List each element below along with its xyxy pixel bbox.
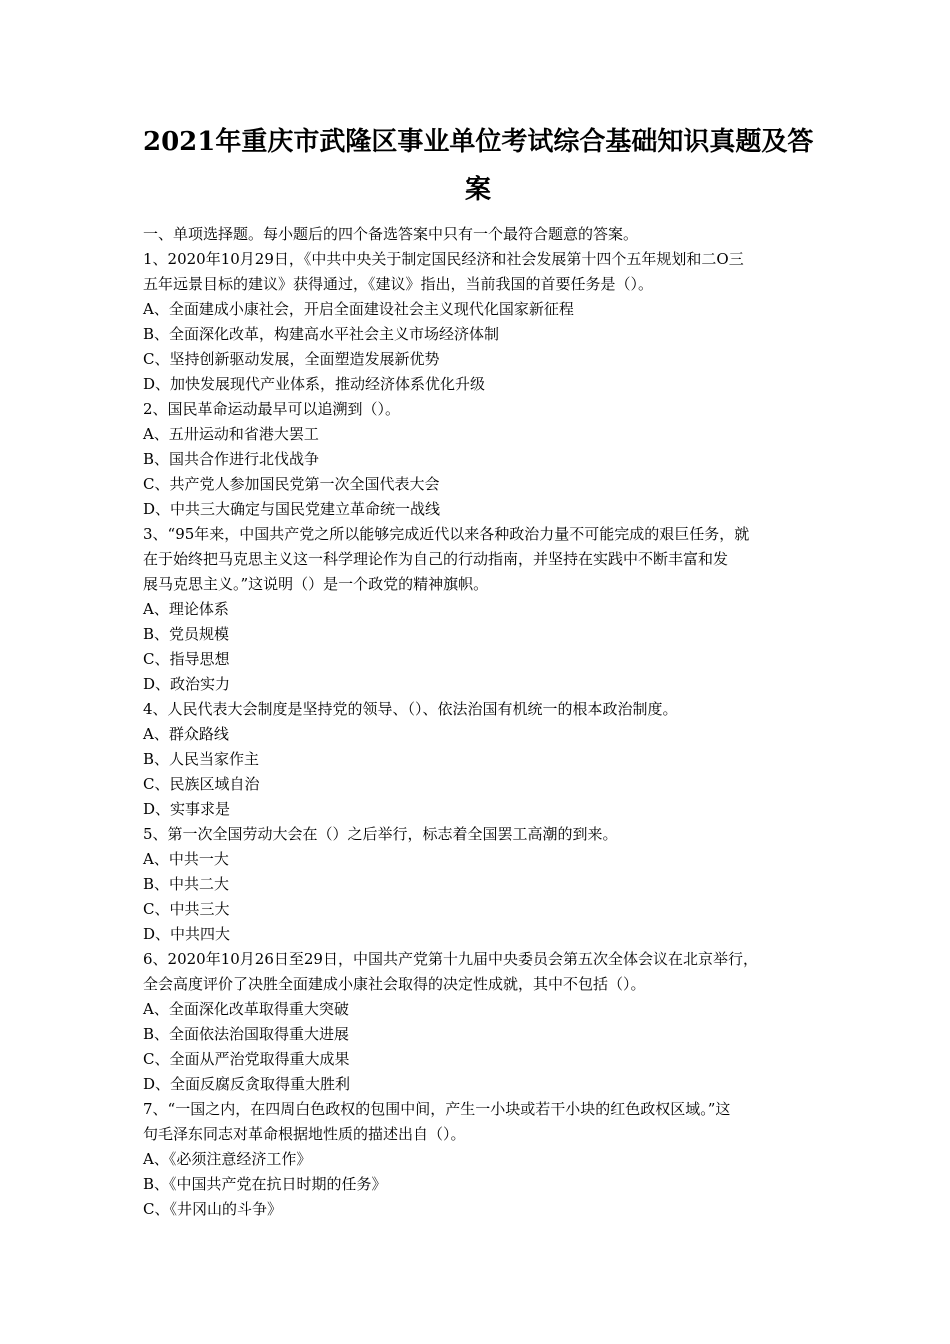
answer-option-c: C、全面从严治党取得重大成果 — [143, 1050, 350, 1068]
answer-option-a: A、群众路线 — [143, 725, 229, 743]
answer-option-a: A、全面建成小康社会，开启全面建设社会主义现代化国家新征程 — [143, 300, 574, 318]
answer-option-a: A、理论体系 — [143, 600, 229, 618]
document-title — [143, 118, 813, 214]
question-7 — [143, 1097, 813, 1222]
question-stem-line: 5、第一次全国劳动大会在（）之后举行，标志着全国罢工高潮的到来。 — [143, 825, 618, 843]
question-6 — [143, 947, 813, 1097]
question-stem-line: 全会高度评价了决胜全面建成小康社会取得的决定性成就，其中不包括（）。 — [143, 975, 646, 993]
question-stem-line: 6、2020年10月26日至29日，中国共产党第十九届中央委员会第五次全体会议在北京举行， — [143, 950, 758, 968]
answer-option-a: A、《必须注意经济工作》 — [143, 1150, 312, 1168]
answer-option-c: C、指导思想 — [143, 650, 230, 668]
question-stem-line: 五年远景目标的建议》获得通过，《建议》指出，当前我国的首要任务是（）。 — [143, 275, 654, 293]
question-stem-line: 4、人民代表大会制度是坚持党的领导、（）、依法治国有机统一的根本政治制度。 — [143, 700, 678, 718]
question-1 — [143, 247, 813, 397]
question-4 — [143, 697, 813, 822]
question-stem-line: 句毛泽东同志对革命根据地性质的描述出自（）。 — [143, 1125, 466, 1143]
question-2 — [143, 397, 813, 522]
answer-option-d: D、中共四大 — [143, 925, 231, 943]
question-5 — [143, 822, 813, 947]
answer-option-c: C、共产党人参加国民党第一次全国代表大会 — [143, 475, 440, 493]
question-stem-line: 在于始终把马克思主义这一科学理论作为自己的行动指南，并坚持在实践中不断丰富和发 — [143, 550, 729, 568]
answer-option-b: B、国共合作进行北伐战争 — [143, 450, 320, 468]
answer-option-c: C、坚持创新驱动发展，全面塑造发展新优势 — [143, 350, 440, 368]
section-instruction: 一、单项选择题。每小题后的四个备选答案中只有一个最符合题意的答案。 — [143, 225, 639, 243]
answer-option-a: A、全面深化改革取得重大突破 — [143, 1000, 349, 1018]
question-3 — [143, 522, 813, 697]
question-stem-line: 展马克思主义。”这说明（）是一个政党的精神旗帜。 — [143, 575, 489, 593]
answer-option-a: A、中共一大 — [143, 850, 229, 868]
answer-option-b: B、党员规模 — [143, 625, 230, 643]
question-stem-line: 2、国民革命运动最早可以追溯到（）。 — [143, 400, 401, 418]
answer-option-d: D、加快发展现代产业体系，推动经济体系优化升级 — [143, 375, 486, 393]
answer-option-a: A、五卅运动和省港大罢工 — [143, 425, 319, 443]
answer-option-d: D、全面反腐反贪取得重大胜利 — [143, 1075, 351, 1093]
question-stem-line: 1、2020年10月29日，《中共中央关于制定国民经济和社会发展第十四个五年规划和二O三 — [143, 250, 744, 268]
answer-option-c: C、《井冈山的斗争》 — [143, 1200, 282, 1218]
answer-option-d: D、实事求是 — [143, 800, 231, 818]
answer-option-b: B、全面依法治国取得重大进展 — [143, 1025, 350, 1043]
answer-option-b: B、人民当家作主 — [143, 750, 260, 768]
answer-option-b: B、《中国共产党在抗日时期的任务》 — [143, 1175, 387, 1193]
answer-option-d: D、中共三大确定与国民党建立革命统一战线 — [143, 500, 441, 518]
answer-option-d: D、政治实力 — [143, 675, 231, 693]
answer-option-b: B、中共二大 — [143, 875, 230, 893]
title-line-2: 案 — [464, 175, 491, 205]
document-body — [143, 222, 813, 1222]
question-stem-line: 3、“95年来，中国共产党之所以能够完成近代以来各种政治力量不可能完成的艰巨任务，就 — [143, 525, 750, 543]
title-line-1: 2021年重庆市武隆区事业单位考试综合基础知识真题及答 — [143, 127, 814, 157]
answer-option-b: B、全面深化改革，构建高水平社会主义市场经济体制 — [143, 325, 500, 343]
document-page — [143, 118, 813, 1222]
answer-option-c: C、民族区域自治 — [143, 775, 260, 793]
question-stem-line: 7、“一国之内，在四周白色政权的包围中间，产生一小块或若干小块的红色政权区域。”这 — [143, 1100, 731, 1118]
answer-option-c: C、中共三大 — [143, 900, 230, 918]
